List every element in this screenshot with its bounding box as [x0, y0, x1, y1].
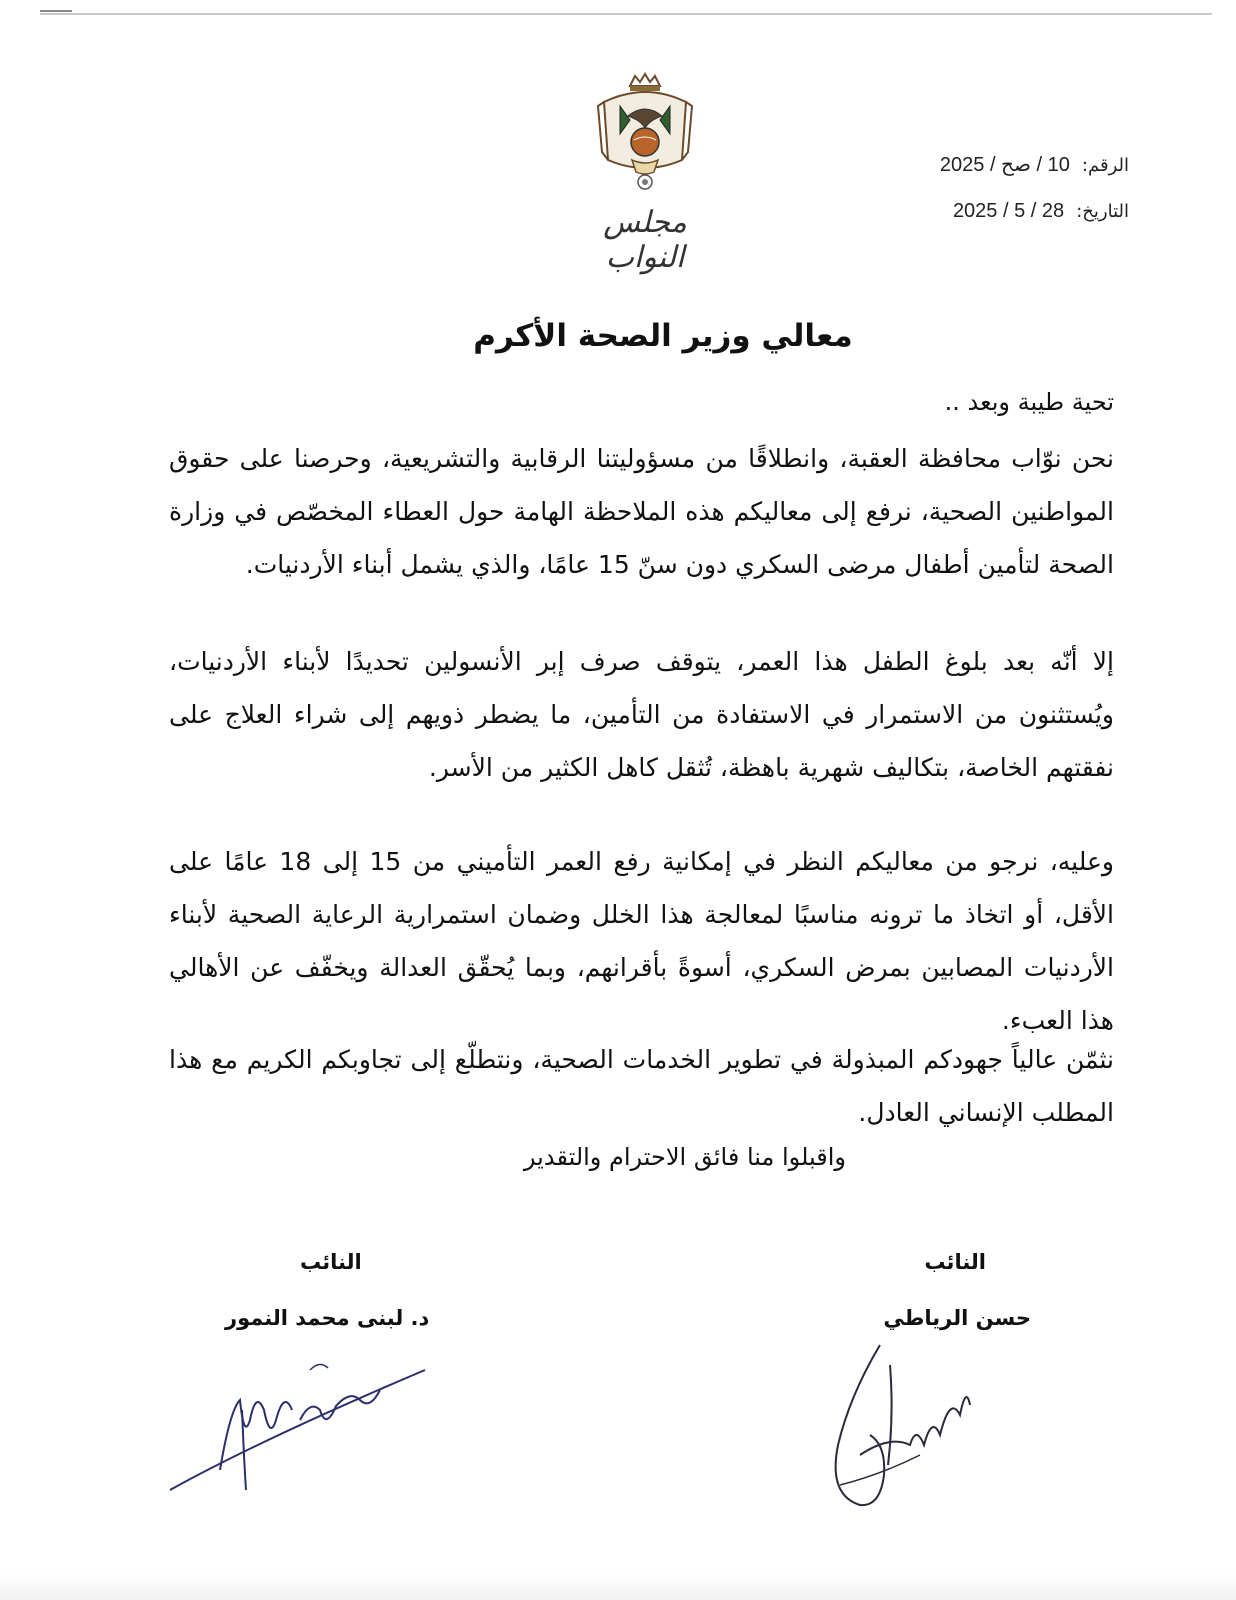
signatory-name: حسن الرياطي: [883, 1306, 1031, 1330]
handwritten-signature-right: [820, 1335, 980, 1515]
reference-date-value: 28 / 5 / 2025: [952, 200, 1065, 222]
coat-of-arms-icon: [590, 72, 700, 192]
letter-paragraph: إلا أنّه بعد بلوغ الطفل هذا العمر، يتوقف صرف إبر الأنسولين تحديدًا لأبناء الأردنيات، ويُستثنون من الاستمرار في الاستفادة من التأمين، ما يضطر ذويهم إلى شراء العلاج على نفقتهم الخاصة، بتكاليف شهرية باهظة، تُثقل كاهل الكثير من الأسر.: [169, 647, 1114, 782]
handwritten-signature-left: [160, 1350, 430, 1500]
signatory-title: النائب: [300, 1250, 362, 1274]
letter-paragraph: نحن نوّاب محافظة العقبة، وانطلاقًا من مسؤوليتنا الرقابية والتشريعية، وحرصنا على حقوق المواطنين الصحية، نرفع إلى معاليكم هذه الملاحظة الهامة حول العطاء المخصّص في وزارة الصحة لتأمين أطفال مرضى السكري دون سنّ 15 عامًا، والذي يشمل أبناء الأردنيات.: [169, 444, 1114, 579]
reference-number: [940, 152, 1129, 177]
reference-number-value: 10 / صح / 2025: [939, 154, 1070, 176]
scan-edge-line: [40, 13, 1212, 15]
letter-closing: واقبلوا منا فائق الاحترام والتقدير: [523, 1143, 846, 1171]
parliament-logo-text: مجلس النواب: [603, 205, 687, 275]
letter-recipient: [0, 318, 1236, 354]
letter-greeting: تحية طيبة وبعد ..: [944, 388, 1114, 416]
scan-edge-mark: [40, 10, 72, 12]
reference-number-label: الرقم:: [1081, 155, 1129, 176]
letter-paragraph: نثمّن عالياً جهودكم المبذولة في تطوير الخدمات الصحية، ونتطلّع إلى تجاوبكم الكريم مع هذا المطلب الإنساني العادل.: [169, 1045, 1114, 1127]
reference-date: [953, 200, 1129, 223]
letter-paragraph: وعليه، نرجو من معاليكم النظر في إمكانية رفع العمر التأميني من 15 إلى 18 عامًا على الأقل، أو اتخاذ ما ترونه مناسبًا لمعالجة هذا الخلل وضمان استمرارية الرعاية الصحية لأبناء الأردنيات المصابين بمرض السكري، أسوةً بأقرانهم، وبما يُحقّق العدالة ويخفّف عن الأهالي هذا العبء.: [169, 847, 1114, 1035]
reference-date-label: التاريخ:: [1076, 201, 1129, 222]
signatory-title: النائب: [924, 1250, 986, 1274]
recipient-text: معالي وزير الصحة الأكرم: [473, 318, 853, 354]
signatory-name: د. لبنى محمد النمور: [225, 1306, 430, 1330]
scan-bottom-shade: [0, 1572, 1236, 1600]
